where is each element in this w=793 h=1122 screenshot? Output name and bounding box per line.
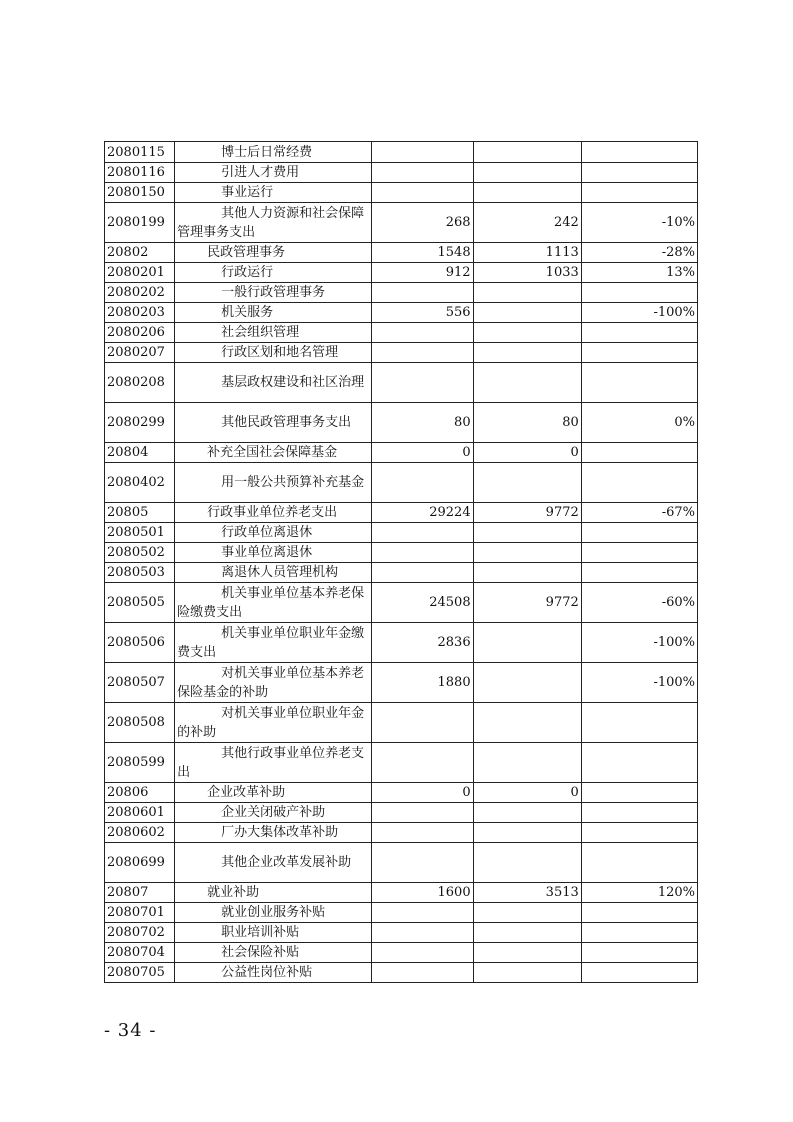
- table-row: [105, 943, 698, 963]
- cell-code: 2080203: [105, 303, 175, 323]
- cell-value-3: -28%: [581, 243, 697, 263]
- cell-code: 2080116: [105, 163, 175, 183]
- cell-value-2: [473, 523, 581, 543]
- cell-value-2: 1113: [473, 243, 581, 263]
- cell-value-1: 0: [372, 443, 473, 463]
- cell-value-1: 29224: [372, 503, 473, 523]
- table-row: [105, 463, 698, 503]
- table-row: [105, 803, 698, 823]
- cell-value-3: [581, 163, 697, 183]
- cell-value-3: [581, 823, 697, 843]
- table-row: [105, 903, 698, 923]
- cell-value-3: [581, 363, 697, 403]
- cell-code: 2080299: [105, 403, 175, 443]
- table-row: [105, 703, 698, 743]
- cell-value-2: [473, 543, 581, 563]
- budget-table: [104, 141, 698, 983]
- cell-code: 2080702: [105, 923, 175, 943]
- cell-code: 2080704: [105, 943, 175, 963]
- cell-code: 2080508: [105, 703, 175, 743]
- cell-value-2: [473, 303, 581, 323]
- cell-name: 行政区划和地名管理: [175, 343, 372, 363]
- table-row: [105, 443, 698, 463]
- cell-value-3: [581, 843, 697, 883]
- cell-value-2: [473, 283, 581, 303]
- cell-name: 社会组织管理: [175, 323, 372, 343]
- cell-code: 2080150: [105, 183, 175, 203]
- cell-value-3: [581, 142, 697, 163]
- cell-value-2: [473, 743, 581, 783]
- cell-code: 2080506: [105, 623, 175, 663]
- cell-code: 2080115: [105, 142, 175, 163]
- table-row: [105, 783, 698, 803]
- table-row: [105, 743, 698, 783]
- cell-code: 2080402: [105, 463, 175, 503]
- cell-value-2: [473, 183, 581, 203]
- cell-name: 社会保险补贴: [175, 943, 372, 963]
- cell-value-2: [473, 923, 581, 943]
- table-row: [105, 142, 698, 163]
- cell-value-3: -100%: [581, 663, 697, 703]
- cell-value-1: 1600: [372, 883, 473, 903]
- cell-name: 厂办大集体改革补助: [175, 823, 372, 843]
- table-row: [105, 503, 698, 523]
- cell-value-2: [473, 963, 581, 983]
- cell-value-2: [473, 823, 581, 843]
- table-row: [105, 563, 698, 583]
- cell-value-3: [581, 343, 697, 363]
- cell-code: 2080701: [105, 903, 175, 923]
- cell-value-1: 1548: [372, 243, 473, 263]
- cell-value-2: [473, 343, 581, 363]
- cell-name: 行政运行: [175, 263, 372, 283]
- cell-value-3: [581, 443, 697, 463]
- cell-value-1: [372, 283, 473, 303]
- cell-value-2: 9772: [473, 503, 581, 523]
- cell-code: 2080705: [105, 963, 175, 983]
- cell-name: 机关事业单位职业年金缴费支出: [175, 623, 372, 663]
- cell-value-1: 0: [372, 783, 473, 803]
- cell-value-1: [372, 183, 473, 203]
- cell-name: 就业补助: [175, 883, 372, 903]
- cell-value-1: 268: [372, 203, 473, 243]
- table-row: [105, 263, 698, 283]
- cell-value-1: [372, 142, 473, 163]
- cell-value-1: [372, 463, 473, 503]
- cell-name: 其他行政事业单位养老支出: [175, 743, 372, 783]
- table-row: [105, 363, 698, 403]
- cell-name: 公益性岗位补贴: [175, 963, 372, 983]
- table-row: [105, 543, 698, 563]
- cell-code: 20804: [105, 443, 175, 463]
- cell-value-1: [372, 743, 473, 783]
- cell-code: 2080501: [105, 523, 175, 543]
- cell-value-2: 0: [473, 443, 581, 463]
- cell-value-3: [581, 703, 697, 743]
- cell-value-3: [581, 183, 697, 203]
- cell-value-1: [372, 803, 473, 823]
- cell-value-2: [473, 323, 581, 343]
- cell-code: 2080199: [105, 203, 175, 243]
- cell-value-3: [581, 783, 697, 803]
- cell-name: 机关服务: [175, 303, 372, 323]
- cell-code: 2080601: [105, 803, 175, 823]
- cell-value-1: [372, 363, 473, 403]
- table-row: [105, 663, 698, 703]
- cell-name: 基层政权建设和社区治理: [175, 363, 372, 403]
- cell-value-3: [581, 563, 697, 583]
- cell-value-1: [372, 963, 473, 983]
- cell-name: 企业改革补助: [175, 783, 372, 803]
- cell-name: 就业创业服务补贴: [175, 903, 372, 923]
- cell-value-2: [473, 142, 581, 163]
- cell-code: 20806: [105, 783, 175, 803]
- cell-name: 行政事业单位养老支出: [175, 503, 372, 523]
- cell-value-2: 3513: [473, 883, 581, 903]
- cell-value-1: [372, 543, 473, 563]
- cell-value-1: [372, 563, 473, 583]
- cell-value-3: [581, 963, 697, 983]
- table-row: [105, 183, 698, 203]
- cell-code: 2080599: [105, 743, 175, 783]
- cell-value-2: 0: [473, 783, 581, 803]
- cell-value-2: [473, 163, 581, 183]
- cell-value-2: [473, 943, 581, 963]
- cell-code: 2080201: [105, 263, 175, 283]
- cell-value-3: [581, 803, 697, 823]
- cell-value-1: 1880: [372, 663, 473, 703]
- cell-name: 引进人才费用: [175, 163, 372, 183]
- cell-code: 2080503: [105, 563, 175, 583]
- cell-value-2: 80: [473, 403, 581, 443]
- cell-value-3: [581, 463, 697, 503]
- cell-value-3: -10%: [581, 203, 697, 243]
- cell-code: 2080507: [105, 663, 175, 703]
- cell-value-2: [473, 363, 581, 403]
- cell-value-3: [581, 523, 697, 543]
- cell-value-2: [473, 463, 581, 503]
- cell-code: 2080208: [105, 363, 175, 403]
- cell-value-3: 120%: [581, 883, 697, 903]
- cell-name: 企业关闭破产补助: [175, 803, 372, 823]
- cell-value-1: [372, 903, 473, 923]
- cell-name: 博士后日常经费: [175, 142, 372, 163]
- table-row: [105, 623, 698, 663]
- cell-code: 2080502: [105, 543, 175, 563]
- cell-value-3: -100%: [581, 303, 697, 323]
- cell-value-1: [372, 943, 473, 963]
- cell-value-1: 2836: [372, 623, 473, 663]
- table-row: [105, 283, 698, 303]
- cell-code: 2080202: [105, 283, 175, 303]
- cell-value-2: [473, 623, 581, 663]
- cell-code: 2080699: [105, 843, 175, 883]
- cell-name: 离退休人员管理机构: [175, 563, 372, 583]
- cell-value-2: [473, 803, 581, 823]
- cell-code: 20807: [105, 883, 175, 903]
- cell-value-2: [473, 563, 581, 583]
- cell-code: 2080602: [105, 823, 175, 843]
- cell-name: 机关事业单位基本养老保险缴费支出: [175, 583, 372, 623]
- cell-value-3: [581, 323, 697, 343]
- cell-value-3: [581, 283, 697, 303]
- cell-value-1: 556: [372, 303, 473, 323]
- cell-name: 其他人力资源和社会保障管理事务支出: [175, 203, 372, 243]
- table-row: [105, 823, 698, 843]
- table-row: [105, 583, 698, 623]
- cell-value-3: -67%: [581, 503, 697, 523]
- cell-value-3: [581, 543, 697, 563]
- cell-value-1: [372, 923, 473, 943]
- cell-name: 其他民政管理事务支出: [175, 403, 372, 443]
- cell-value-3: [581, 743, 697, 783]
- table-row: [105, 523, 698, 543]
- cell-value-1: 912: [372, 263, 473, 283]
- cell-name: 对机关事业单位职业年金的补助: [175, 703, 372, 743]
- cell-value-3: [581, 903, 697, 923]
- cell-name: 事业运行: [175, 183, 372, 203]
- cell-value-1: [372, 823, 473, 843]
- cell-value-3: -60%: [581, 583, 697, 623]
- table-row: [105, 163, 698, 183]
- table-row: [105, 963, 698, 983]
- table-row: [105, 843, 698, 883]
- cell-value-2: 242: [473, 203, 581, 243]
- cell-value-2: [473, 663, 581, 703]
- table-row: [105, 203, 698, 243]
- cell-value-2: 9772: [473, 583, 581, 623]
- table-row: [105, 243, 698, 263]
- table-row: [105, 323, 698, 343]
- cell-value-1: 80: [372, 403, 473, 443]
- cell-value-3: [581, 923, 697, 943]
- cell-value-3: -100%: [581, 623, 697, 663]
- cell-value-2: [473, 843, 581, 883]
- cell-code: 2080207: [105, 343, 175, 363]
- cell-value-2: [473, 903, 581, 923]
- cell-name: 行政单位离退休: [175, 523, 372, 543]
- cell-value-3: [581, 943, 697, 963]
- cell-value-1: [372, 523, 473, 543]
- cell-value-1: [372, 843, 473, 883]
- cell-name: 其他企业改革发展补助: [175, 843, 372, 883]
- table-row: [105, 403, 698, 443]
- table-row: [105, 923, 698, 943]
- cell-value-3: 13%: [581, 263, 697, 283]
- cell-name: 职业培训补贴: [175, 923, 372, 943]
- cell-code: 20805: [105, 503, 175, 523]
- cell-value-2: 1033: [473, 263, 581, 283]
- cell-name: 用一般公共预算补充基金: [175, 463, 372, 503]
- cell-value-3: 0%: [581, 403, 697, 443]
- cell-name: 民政管理事务: [175, 243, 372, 263]
- page-number: - 34 -: [104, 1020, 157, 1041]
- cell-value-1: [372, 323, 473, 343]
- cell-value-1: [372, 703, 473, 743]
- cell-name: 补充全国社会保障基金: [175, 443, 372, 463]
- cell-value-1: [372, 343, 473, 363]
- cell-value-1: [372, 163, 473, 183]
- cell-name: 对机关事业单位基本养老保险基金的补助: [175, 663, 372, 703]
- table-row: [105, 883, 698, 903]
- table-row: [105, 343, 698, 363]
- cell-code: 20802: [105, 243, 175, 263]
- cell-name: 一般行政管理事务: [175, 283, 372, 303]
- table-body: [105, 142, 698, 983]
- cell-code: 2080206: [105, 323, 175, 343]
- cell-name: 事业单位离退休: [175, 543, 372, 563]
- table-row: [105, 303, 698, 323]
- cell-value-1: 24508: [372, 583, 473, 623]
- cell-code: 2080505: [105, 583, 175, 623]
- cell-value-2: [473, 703, 581, 743]
